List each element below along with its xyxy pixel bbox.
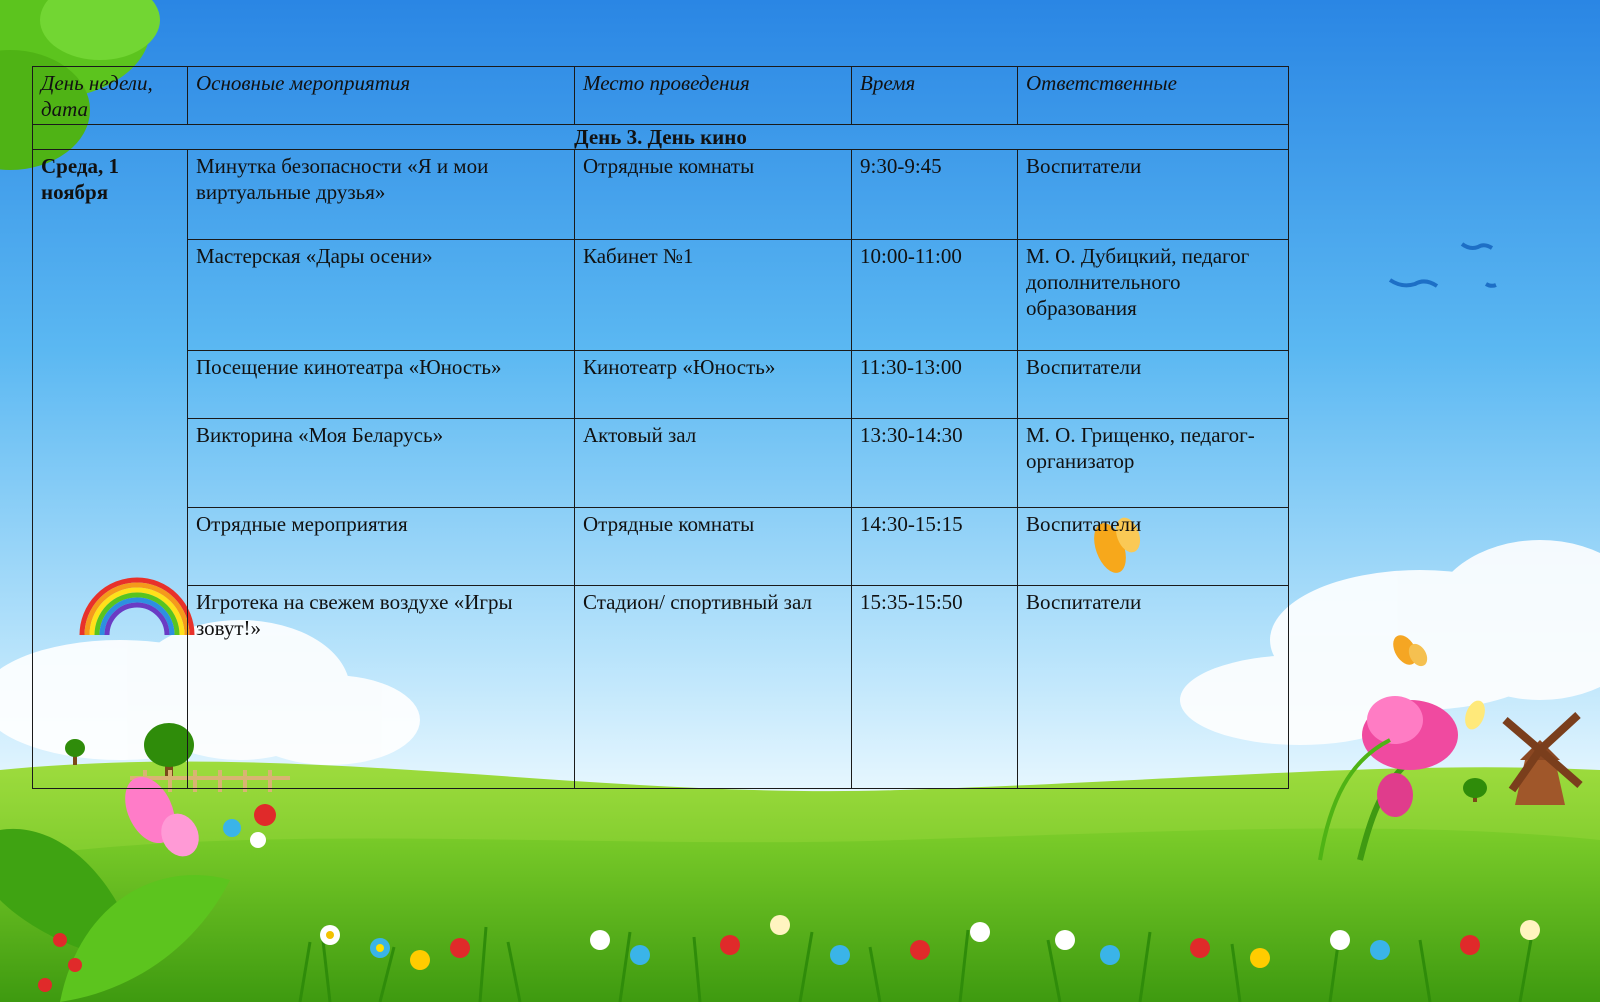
time-cell: 15:35-15:50 [852,586,1018,789]
table-header-row [33,67,1289,125]
table-row [33,419,1289,508]
header-responsible: Ответственные [1018,67,1289,125]
event-cell: Игротека на свежем воздухе «Игры зовут!» [188,586,575,789]
time-cell: 13:30-14:30 [852,419,1018,508]
table-row [33,150,1289,240]
event-cell: Мастерская «Дары осени» [188,240,575,351]
header-day-date: День недели, дата [33,67,188,125]
place-cell: Кинотеатр «Юность» [575,351,852,419]
day-title: День 3. День кино [33,125,1289,150]
time-cell: 9:30-9:45 [852,150,1018,240]
table-row [33,586,1289,789]
schedule-table [32,66,1289,789]
event-cell: Отрядные мероприятия [188,508,575,586]
event-cell: Викторина «Моя Беларусь» [188,419,575,508]
responsible-cell: Воспитатели [1018,508,1289,586]
responsible-cell: Воспитатели [1018,351,1289,419]
responsible-cell: М. О. Дубицкий, педагог дополнительного образования [1018,240,1289,351]
responsible-cell: Воспитатели [1018,150,1289,240]
header-events: Основные мероприятия [188,67,575,125]
place-cell: Актовый зал [575,419,852,508]
day-title-row [33,125,1289,150]
table-row [33,508,1289,586]
place-cell: Стадион/ спортивный зал [575,586,852,789]
day-date-cell: Среда, 1 ноября [33,150,188,789]
time-cell: 10:00-11:00 [852,240,1018,351]
responsible-cell: Воспитатели [1018,586,1289,789]
event-cell: Минутка безопасности «Я и мои виртуальные друзья» [188,150,575,240]
time-cell: 14:30-15:15 [852,508,1018,586]
header-place: Место проведения [575,67,852,125]
responsible-cell: М. О. Грищенко, педагог-организатор [1018,419,1289,508]
place-cell: Отрядные комнаты [575,150,852,240]
place-cell: Отрядные комнаты [575,508,852,586]
time-cell: 11:30-13:00 [852,351,1018,419]
place-cell: Кабинет №1 [575,240,852,351]
event-cell: Посещение кинотеатра «Юность» [188,351,575,419]
header-time: Время [852,67,1018,125]
table-row [33,351,1289,419]
table-row [33,240,1289,351]
